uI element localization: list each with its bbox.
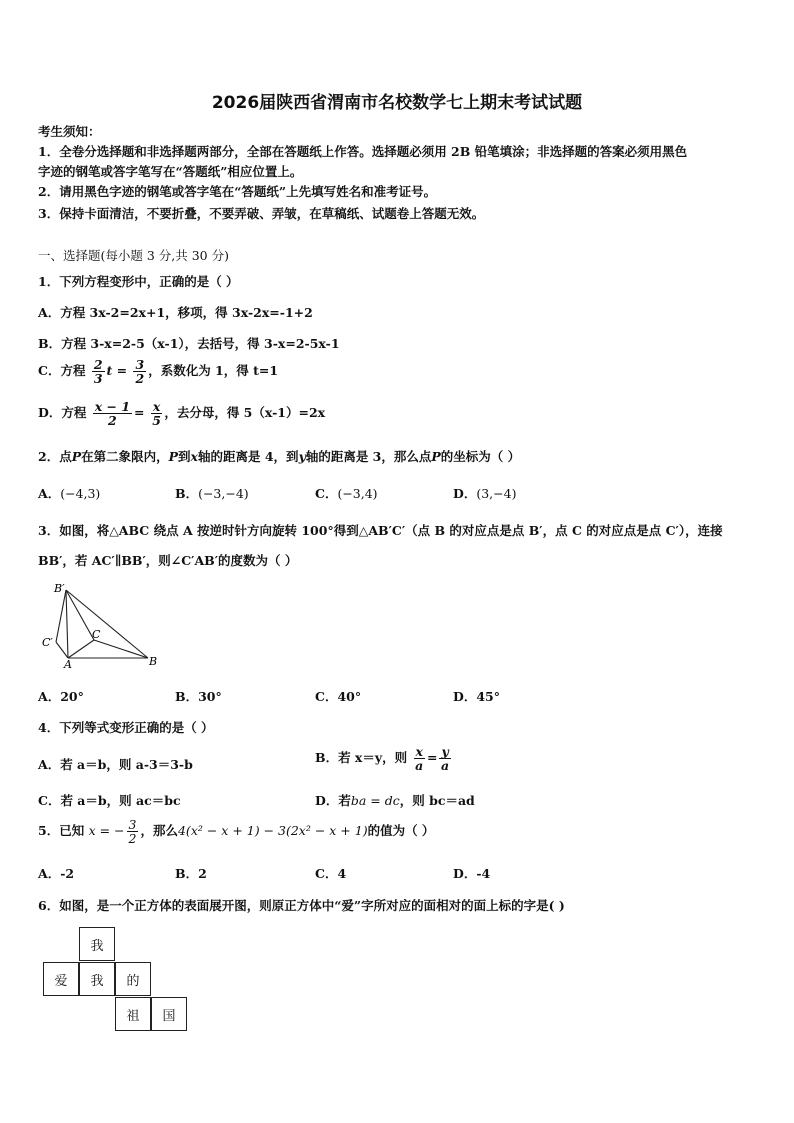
q1-c-prefix: C．方程 [38,363,86,379]
fraction: $\frac{x}{a}$ [415,744,424,774]
q2-stem: 2．点P在第二象限内，P到x轴的距离是 4，到y轴的距离是 3，那么点P的坐标为（ ） [38,449,521,464]
net-cell: 爱 [43,962,79,996]
triangle-rotation-figure [38,580,168,670]
q1-stem: 1．下列方程变形中，正确的是（ ） [38,274,239,289]
notice-line-1a: 1．全卷分选择题和非选择题两部分，全部在答题纸上作答。选择题必须用 2B 铅笔填涂；非选择题的答案必须用黑色 [38,144,688,159]
q3-option-c: C．40° [315,689,362,704]
q1-option-d: D．方程 $\frac{x - 1}{2}$ = $\frac{x}{5}$ ，去分母，得 5（x-1）=2x [38,399,326,429]
notice-line-3: 3．保持卡面清洁，不要折叠，不要弄破、弄皱，在草稿纸、试题卷上答题无效。 [38,206,485,221]
notice-line-2: 2．请用黑色字迹的钢笔或答字笔在“答题纸”上先填写姓名和准考证号。 [38,184,437,199]
q4-option-a: A．若 a＝b，则 a-3＝3-b [38,757,193,772]
q2-option-d: D．(3,−4) [453,486,517,501]
q2-option-b: B．(−3,−4) [175,486,249,501]
fraction: $\frac{3}{2}$ [135,357,145,387]
q2-option-a: A．(−4,3) [38,486,101,501]
segment-b1-c1 [56,590,66,642]
q1-d-suffix: ，去分母，得 5（x-1）=2x [164,405,326,421]
q4-option-c: C．若 a＝b，则 ac＝bc [38,793,181,808]
fraction: $\frac{2}{3}$ [93,357,103,387]
segment-a-c [68,640,94,658]
q3-option-d: D．45° [453,689,500,704]
q3-stem-line-1: 3．如图，将△ABC 绕点 A 按逆时针方向旋转 100°得到△AB′C′（点 B 的对应点是点 B′，点 C 的对应点是点 C′），连接 [38,523,723,538]
label-c: C [92,628,101,641]
fraction: $\frac{y}{a}$ [441,744,450,774]
fraction: $\frac{3}{2}$ [128,817,137,847]
q5-expression: 4(x² − x + 1) − 3(2x² − x + 1) [177,823,368,839]
segment-b1-c [66,590,94,640]
fraction: $\frac{x}{5}$ [152,399,161,429]
q1-option-a: A．方程 3x-2=2x+1，移项，得 3x-2x=-1+2 [38,305,313,320]
q6-stem: 6．如图，是一个正方体的表面展开图，则原正方体中“爱”字所对应的面相对的面上标的字是( ) [38,898,565,913]
q5-option-c: C．4 [315,866,347,881]
net-cell: 我 [79,962,115,996]
q1-option-c: C．方程 $\frac{2}{3}$ t = $\frac{3}{2}$ ，系数化为 1，得 t=1 [38,357,279,387]
label-b-prime: B′ [54,582,65,595]
q1-c-suffix: ，系数化为 1，得 t=1 [148,363,279,379]
notice-heading: 考生须知： [38,124,101,139]
q5-option-b: B．2 [175,866,207,881]
net-cell: 国 [151,997,187,1031]
label-b: B [149,655,158,668]
notice-line-1b: 字迹的钢笔或答字笔写在“答题纸”相应位置上。 [38,164,303,179]
q4-option-d: D．若ba = dc，则 bc＝ad [315,793,475,808]
segment-b1-b [66,590,148,658]
q5-stem: 5．已知 x = − $\frac{3}{2}$ ，那么4(x² − x + 1) − 3(2x² − x + 1)的值为（ ） [38,817,435,847]
label-c-prime: C′ [42,636,53,649]
section-heading: 一、选择题(每小题 3 分,共 30 分) [38,248,229,263]
q1-d-prefix: D．方程 [38,405,87,421]
label-a: A [64,658,72,670]
net-cell: 祖 [115,997,151,1031]
segment-b1-a [66,590,68,658]
segment-c1-a [56,642,68,658]
net-cell: 的 [115,962,151,996]
net-cell: 我 [79,927,115,961]
q5-option-a: A．-2 [38,866,75,881]
q2-option-c: C．(−3,4) [315,486,378,501]
fraction: $\frac{x - 1}{2}$ [94,399,131,429]
page-title: 2026届陕西省渭南市名校数学七上期末考试试题 [211,93,583,113]
segment-c-b [94,640,148,658]
q3-option-b: B．30° [175,689,222,704]
q3-stem-line-2: BB′，若 AC′∥BB′，则∠C′AB′的度数为（ ） [38,553,298,568]
q5-option-d: D．-4 [453,866,491,881]
q3-option-a: A．20° [38,689,84,704]
q4-option-b: B．若 x＝y，则 $\frac{x}{a}$ = $\frac{y}{a}$ [315,744,450,774]
q4-stem: 4．下列等式变形正确的是（ ） [38,720,214,735]
q1-option-b: B．方程 3-x=2-5（x-1），去括号，得 3-x=2-5x-1 [38,336,340,351]
